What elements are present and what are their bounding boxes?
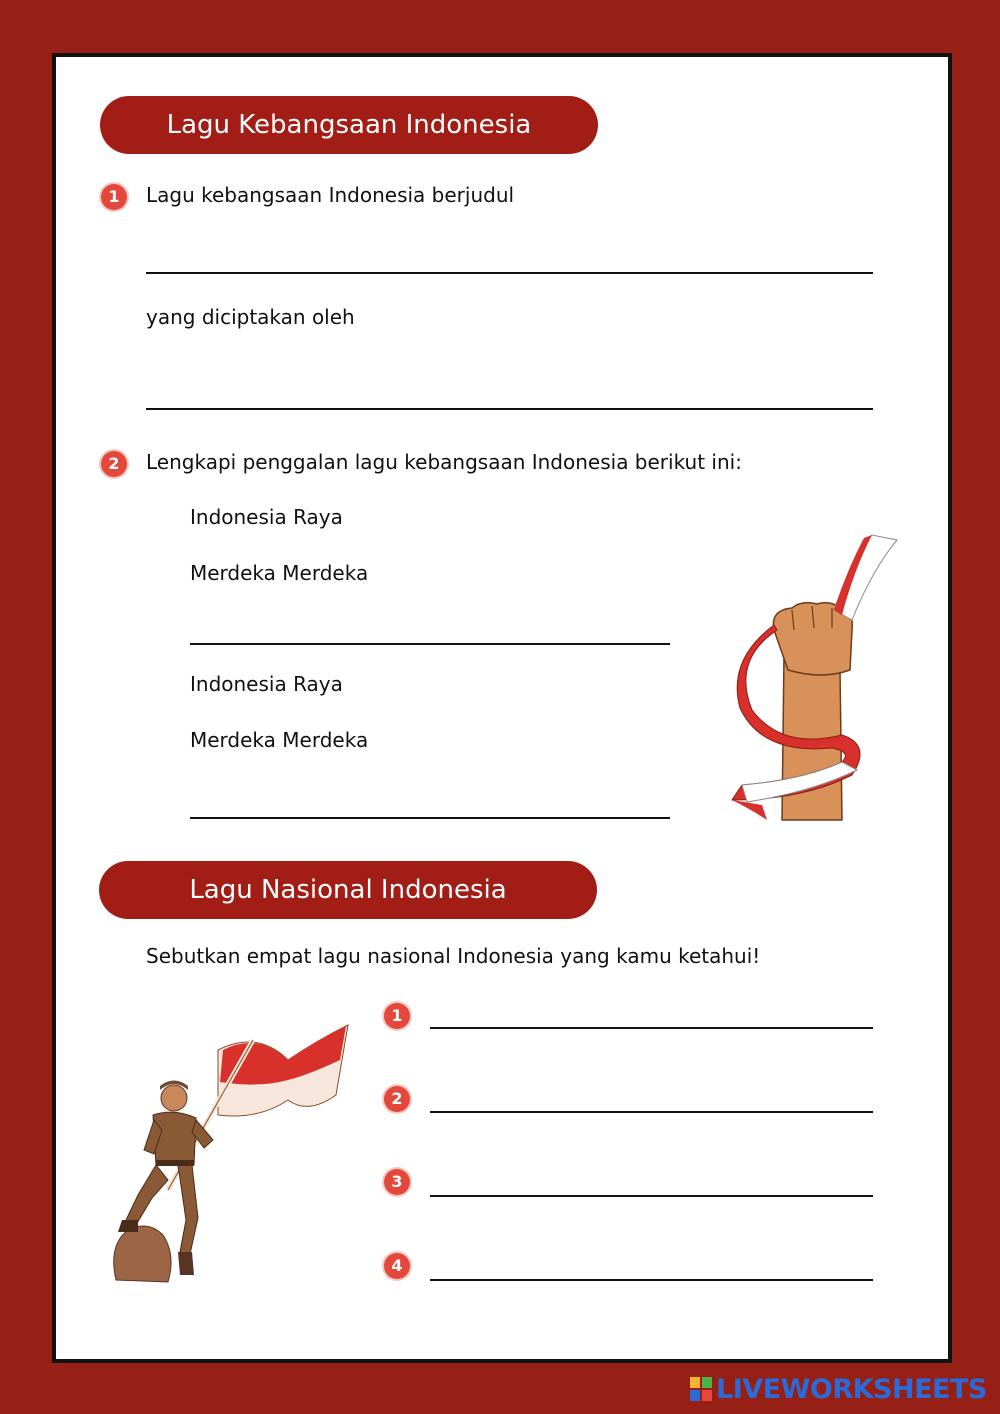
section-title-national-anthem xyxy=(100,96,598,154)
answer-number-badge: 3 xyxy=(384,1169,410,1195)
question-1-text: Lagu kebangsaan Indonesia berjudul xyxy=(146,183,515,207)
answer-line-lyric-1[interactable] xyxy=(190,643,670,645)
answer-line-song-2[interactable] xyxy=(430,1111,873,1113)
liveworksheets-logo-icon xyxy=(690,1377,712,1401)
section-title-text: Lagu Kebangsaan Indonesia xyxy=(166,110,532,140)
question-1-followup: yang diciptakan oleh xyxy=(146,305,355,329)
question-number-badge: 1 xyxy=(101,184,127,210)
liveworksheets-brand-text: LIVEWORKSHEETS xyxy=(716,1374,987,1405)
answer-line-composer[interactable] xyxy=(146,408,873,410)
answer-line-song-1[interactable] xyxy=(430,1027,873,1029)
answer-line-lyric-2[interactable] xyxy=(190,817,670,819)
answer-line-song-4[interactable] xyxy=(430,1279,873,1281)
answer-number-badge: 4 xyxy=(384,1253,410,1279)
question-2-text: Lengkapi penggalan lagu kebangsaan Indonesia berikut ini: xyxy=(146,450,742,474)
section-title-national-songs xyxy=(99,861,597,919)
question-number-badge: 2 xyxy=(101,451,127,477)
section-2-prompt: Sebutkan empat lagu nasional Indonesia yang kamu ketahui! xyxy=(146,944,761,968)
lyric-line: Indonesia Raya xyxy=(190,505,343,529)
answer-number-badge: 1 xyxy=(384,1003,410,1029)
soldier-flag-illustration xyxy=(108,1020,358,1285)
lyric-line: Merdeka Merdeka xyxy=(190,561,369,585)
fist-flag-illustration xyxy=(722,530,902,825)
answer-number-badge: 2 xyxy=(384,1086,410,1112)
lyric-line: Merdeka Merdeka xyxy=(190,728,369,752)
answer-line-song-3[interactable] xyxy=(430,1195,873,1197)
section-title-text: Lagu Nasional Indonesia xyxy=(189,875,507,905)
lyric-line: Indonesia Raya xyxy=(190,672,343,696)
answer-line-song-title[interactable] xyxy=(146,272,873,274)
